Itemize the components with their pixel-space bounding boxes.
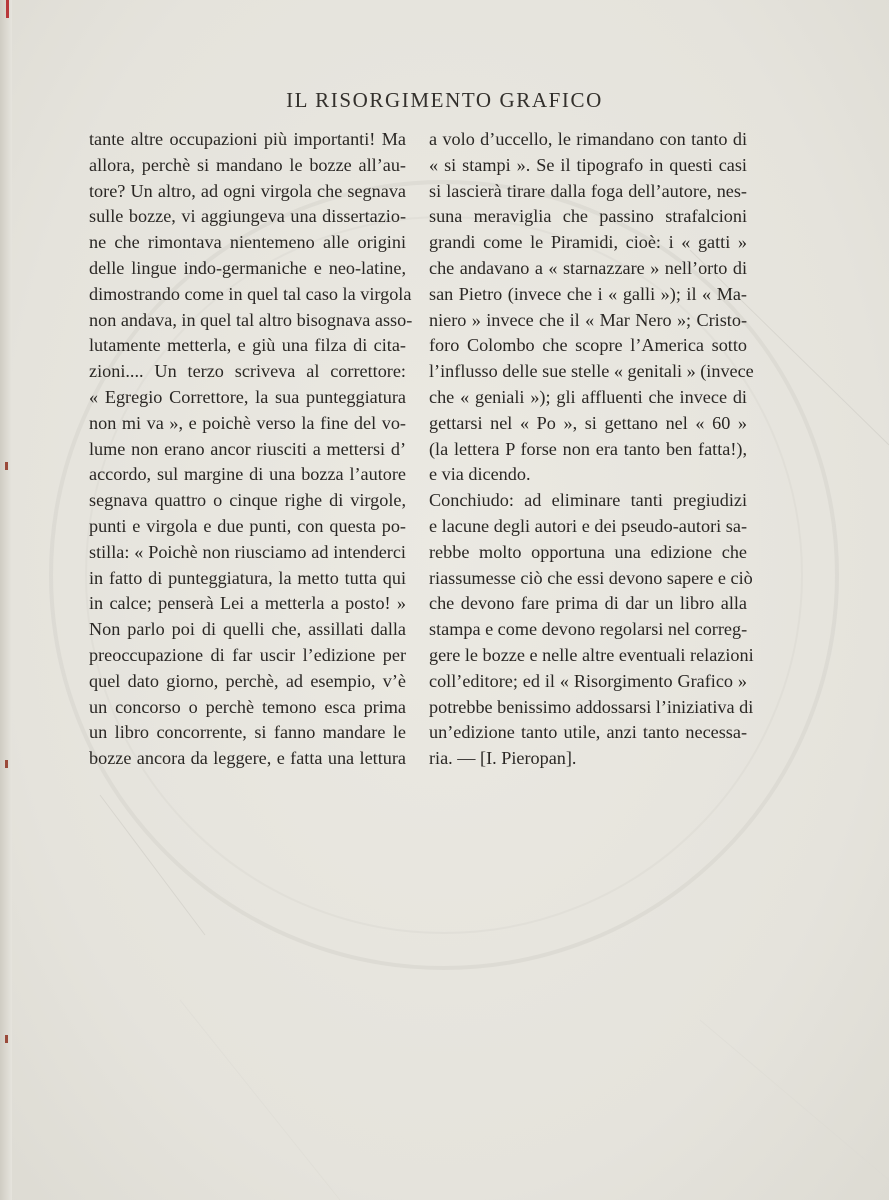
text-line: segnava quattro o cinque righe di virgole, xyxy=(89,490,406,511)
text-line: stampa e come devono regolarsi nel correg- xyxy=(429,619,748,640)
text-line: tante altre occupazioni più importanti! Ma xyxy=(89,129,406,149)
text-line: san Pietro (invece che i « galli »); il « Ma- xyxy=(429,283,747,304)
text-line: bozze ancora da leggere, e fatta una lettura xyxy=(89,748,406,769)
text-line: allora, perchè si mandano le bozze all’au- xyxy=(89,154,406,175)
text-line: potrebbe benissimo addossarsi l’iniziativa di xyxy=(429,696,754,717)
text-line: non mi va », e poichè verso la fine del vo- xyxy=(89,412,406,433)
text-line: gettarsi nel « Po », si gettano nel « 60 » xyxy=(429,412,747,433)
text-line: un’edizione tanto utile, anzi tanto necessa- xyxy=(429,722,747,743)
text-line: Conchiudo: ad eliminare tanti pregiudizi xyxy=(429,490,747,511)
text-line: rebbe molto opportuna una edizione che xyxy=(429,541,747,562)
text-line: gere le bozze e nelle altre eventuali relazioni xyxy=(429,644,754,665)
left-text-column xyxy=(89,127,413,772)
text-line: non andava, in quel tal altro bisognava asso- xyxy=(89,309,413,330)
text-line: l’influsso delle sue stelle « genitali » (invece xyxy=(429,361,754,382)
text-line: un libro concorrente, si fanno mandare le xyxy=(89,722,406,743)
text-line: zioni.... Un terzo scriveva al correttore: xyxy=(89,361,406,382)
text-line: suna meraviglia che passino strafalcioni xyxy=(429,206,747,227)
text-line: e via dicendo. xyxy=(429,464,531,485)
text-line: niero » invece che il « Mar Nero »; Cristo- xyxy=(429,309,747,330)
text-line: in fatto di punteggiatura, la metto tutta qui xyxy=(89,567,406,588)
text-line: (la lettera P forse non era tanto ben fatta!), xyxy=(429,438,747,459)
text-line: che andavano a « starnazzare » nell’orto di xyxy=(429,257,747,278)
text-line: che « geniali »); gli affluenti che invece di xyxy=(429,386,747,407)
text-line: dimostrando come in quel tal caso la virgola xyxy=(89,283,412,304)
text-line: « si stampi ». Se il tipografo in questi casi xyxy=(429,154,747,175)
text-line: a volo d’uccello, le rimandano con tanto di xyxy=(429,129,747,149)
text-line: stilla: « Poichè non riusciamo ad intenderci xyxy=(89,541,406,562)
right-text-column xyxy=(429,127,754,772)
text-line: ne che rimontava nientemeno alle origini xyxy=(89,232,406,253)
text-line: lutamente metterla, e giù una filza di cita- xyxy=(89,335,406,356)
text-line: delle lingue indo-germaniche e neo-latine, xyxy=(89,257,406,278)
text-line: punti e virgola e due punti, con questa po- xyxy=(89,515,406,536)
text-line: in calce; penserà Lei a metterla a posto! » xyxy=(89,593,406,614)
text-line: e lacune degli autori e dei pseudo-autori sa- xyxy=(429,515,747,536)
text-line: lume non erano ancor riusciti a mettersi d’ xyxy=(89,438,406,459)
text-line: riassumesse ciò che essi devono sapere e ciò xyxy=(429,567,753,588)
text-line: foro Colombo che scopre l’America sotto xyxy=(429,335,747,356)
text-line: coll’editore; ed il « Risorgimento Grafico » xyxy=(429,670,747,691)
text-line: grandi come le Piramidi, cioè: i « gatti » xyxy=(429,232,747,253)
text-line: quel dato giorno, perchè, ad esempio, v’è xyxy=(89,670,406,691)
text-line: preoccupazione di far uscir l’edizione per xyxy=(89,644,406,665)
text-line: che devono fare prima di dar un libro alla xyxy=(429,593,747,614)
text-line: si lascierà tirare dalla foga dell’autore, nes- xyxy=(429,180,747,201)
text-line: Non parlo poi di quelli che, assillati dalla xyxy=(89,619,406,640)
text-line: « Egregio Correttore, la sua punteggiatura xyxy=(89,386,406,407)
running-head: IL RISORGIMENTO GRAFICO xyxy=(286,88,603,112)
text-line: tore? Un altro, ad ogni virgola che segnava xyxy=(89,180,406,201)
text-line: un concorso o perchè temono esca prima xyxy=(89,696,406,717)
text-line: sulle bozze, vi aggiungeva una dissertazio- xyxy=(89,206,406,227)
text-line: accordo, sul margine di una bozza l’autore xyxy=(89,464,406,485)
text-line: ria. — [I. Pieropan]. xyxy=(429,748,577,769)
